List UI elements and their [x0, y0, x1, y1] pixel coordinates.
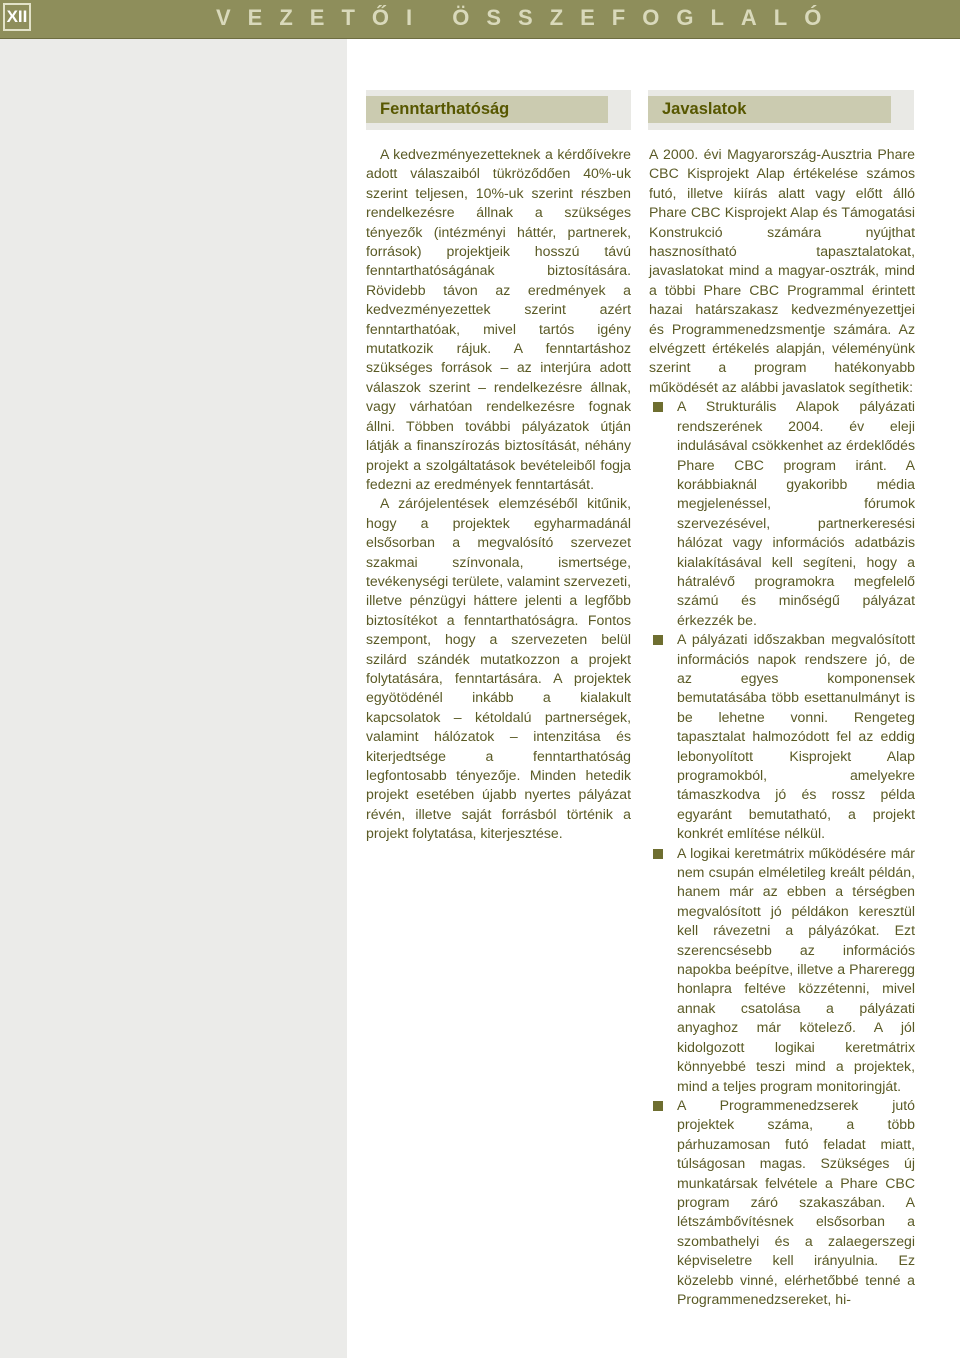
running-header — [0, 0, 960, 39]
page-margin-panel — [0, 38, 347, 1358]
right-text-column — [649, 145, 915, 1309]
list-item-text: A pályázati időszakban megvalósított információs napok rendszere jó, de az egyes komponensek bemutatásába több esettanulmányt is be lehetne vonni. Rengeteg tapasztalat halmozódott fel az eddig lebonyolított Kisprojekt Alap programokból, amelyekre támaszkodva jó és rossz példa egyaránt bemutatható, a projekt konkrét említése nélkül. — [677, 631, 915, 842]
section-heading-recommendations — [648, 90, 914, 130]
list-item — [649, 844, 915, 1096]
list-item — [649, 397, 915, 630]
list-item-text: A Programmenedzserek jutó projektek száma, a több párhuzamosan futó feladat miatt, túlságosan magas. Szükséges új munkatársak felvétele a Phare CBC program záró szakaszában. A létszámbővítésnek elsősorban a szombathelyi és a zalaegerszegi képviseletre kell irányulnia. Ez közelebb vinné, elérhetőbbé tenné a Programmenedzsereket, hi- — [677, 1096, 915, 1307]
section-heading-label: Fenntarthatóság — [366, 96, 608, 123]
square-bullet-icon — [653, 635, 663, 645]
section-heading-label: Javaslatok — [648, 96, 891, 123]
square-bullet-icon — [653, 1101, 663, 1111]
list-item-text: A logikai keretmátrix működésére már nem csupán elméletileg kreált példán, hanem már az ebben a térségben megvalósított jó példákon keresztül kell rávezetni a pályázókat. Ezt szerencsésebb az információs napokba beépítve, illetve a Phareregg honlapra feltéve közzétenni, mivel annak csatolása a pályázati anyaghoz már kötelező. A jól kidolgozott logikai keretmátrix könnyebbé teszi mind a projektek, mind a teljes program monitoringját. — [677, 844, 915, 1094]
page-number: XII — [3, 3, 31, 31]
intro-paragraph: A 2000. évi Magyarország-Ausztria Phare CBC Kisprojekt Alap értékelése számos futó, illetve kiírás alatt vagy előtt álló Phare CBC Kisprojekt Alap és Támogatási Konstrukció számára nyújthat hasznosítható tapasztalatokat, javaslatokat mind a magyar-osztrák, mind a többi Phare CBC Programmal érintett hazai határszakasz kedvezményezettjei és Programmenedzsmentje számára. Az elvégzett értékelés alapján, véleményünk szerint a program hatékonyabb működését az alábbi javaslatok segíthetik: — [649, 146, 915, 395]
square-bullet-icon — [653, 402, 663, 412]
body-paragraph: A zárójelentések elemzéséből kitűnik, hogy a projektek egyharmadánál elsősorban a megvalósító szervezet szakmai színvonala, ismertsége, tevékenységi területe, valamint szervezeti, illetve pénzügyi háttere jelenti a legfőbb biztosítékot a fenntarthatóságra. Fontos szempont, hogy a szervezeten belül szilárd szándék mutatkozzon a projekt folytatására, fenntartására. A projektek egyötödénél inkább a kialakult kapcsolatok – kétoldalú partnerségek, valamint hálózatok – intenzitása és kiterjedtsége a fenntarthatóság legfontosabb tényezője. Minden hetedik projekt esetében újabb nyertes pályázat révén, illetve saját forrásból történik a projekt folytatása, kiterjesztése. — [366, 495, 631, 842]
section-heading-sustainability — [366, 90, 631, 130]
body-paragraph: A kedvezményezetteknek a kérdőívekre adott válaszaiból tükröződően 40%-uk szerint teljesen, 10%-uk szerint részben rendelkezésre állnak a szükséges tényezők (intézményi háttér, partnerek, források) projektjeik hosszú távú fenntarthatóságának biztosítására. Rövidebb távon az eredmények a kedvezményezettek szerint azért fenntarthatóak, mivel tartós igény mutatkozik rájuk. A fenntartáshoz szükséges források – az interjúra adott válaszok szerint – rendelkezésre állnak, vagy várhatóan rendelkezésre fognak állni. Többen további pályázatok útján látják a finanszírozás biztosítását, néhány projekt a szolgáltatások bevételeiből fogja fedezni az eredmények fenntartását. — [366, 146, 631, 492]
list-item — [649, 1096, 915, 1309]
square-bullet-icon — [653, 849, 663, 859]
running-title: VEZETŐI ÖSSZEFOGLALÓ — [216, 5, 839, 30]
list-item — [649, 630, 915, 843]
list-item-text: A Strukturális Alapok pályázati rendszerének 2004. év eleji indulásával csökkenhet az érdeklődés Phare CBC program iránt. A korábbiaknál gyakoribb média megjelenéssel, fórumok szervezésével, partnerkeresési hálózat vagy információs adatbázis kialakításával kell segíteni, hogy a hátralévő programokra megfelelő számú és minőségű pályázat érkezzék be. — [677, 398, 915, 628]
recommendation-list — [649, 397, 915, 1309]
left-text-column — [366, 145, 631, 844]
